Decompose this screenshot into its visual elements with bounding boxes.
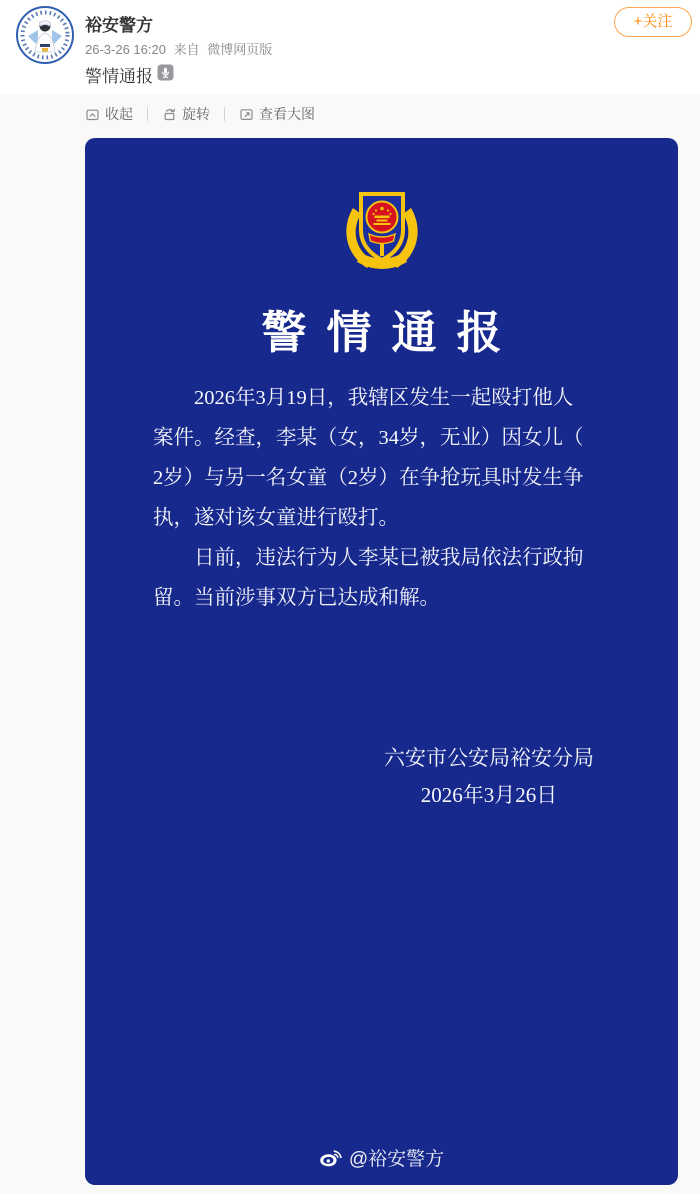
notice-body-line: 日前，违法行为人李某已被我局依法行政拘 <box>194 547 584 569</box>
timestamp: 26-3-26 16:20 <box>85 42 166 57</box>
police-emblem <box>337 182 427 276</box>
view-large-image-icon <box>239 107 254 122</box>
view-large-button[interactable] <box>239 104 315 124</box>
notice-image[interactable] <box>85 138 678 1185</box>
watermark <box>85 1144 678 1171</box>
notice-signature-block <box>384 740 594 814</box>
notice-date: 2026年3月26日 <box>420 783 558 807</box>
notice-body <box>153 378 622 618</box>
toolbar-divider <box>224 107 225 121</box>
post-text: 警情通报 <box>85 67 153 86</box>
notice-body-line: 2岁）与另一名女童（2岁）在争抢玩具时发生争 <box>153 467 584 489</box>
notice-signature: 六安市公安局裕安分局 <box>384 746 594 770</box>
rotate-icon <box>162 107 177 122</box>
microphone-emoji-icon <box>157 64 174 86</box>
rotate-label: 旋转 <box>182 106 210 122</box>
collapse-button[interactable] <box>85 104 133 124</box>
source-prefix: 来自 <box>173 42 200 57</box>
notice-body-line: 案件。经查，李某（女，34岁，无业）因女儿（ <box>153 427 584 449</box>
username[interactable]: 裕安警方 <box>85 16 153 35</box>
image-toolbar <box>85 104 315 124</box>
notice-body-line: 2026年3月19日，我辖区发生一起殴打他人 <box>194 387 574 409</box>
police-mascot-avatar <box>16 6 74 64</box>
post-header <box>0 0 700 94</box>
weibo-logo-icon <box>319 1147 343 1168</box>
notice-body-line: 留。当前涉事双方已达成和解。 <box>153 587 440 609</box>
toolbar-divider <box>147 107 148 121</box>
avatar[interactable] <box>16 6 74 64</box>
view-large-label: 查看大图 <box>259 106 315 122</box>
source-link[interactable]: 微博网页版 <box>207 42 273 57</box>
collapse-label: 收起 <box>105 106 133 122</box>
notice-body-line: 执，遂对该女童进行殴打。 <box>153 507 399 529</box>
follow-button[interactable]: +关注 <box>614 7 692 37</box>
watermark-text: @裕安警方 <box>348 1149 445 1170</box>
collapse-icon <box>85 107 100 122</box>
notice-title: 警情通报 <box>261 308 522 358</box>
rotate-button[interactable] <box>162 104 210 124</box>
post-text-row <box>85 62 174 87</box>
post-meta <box>85 39 272 58</box>
